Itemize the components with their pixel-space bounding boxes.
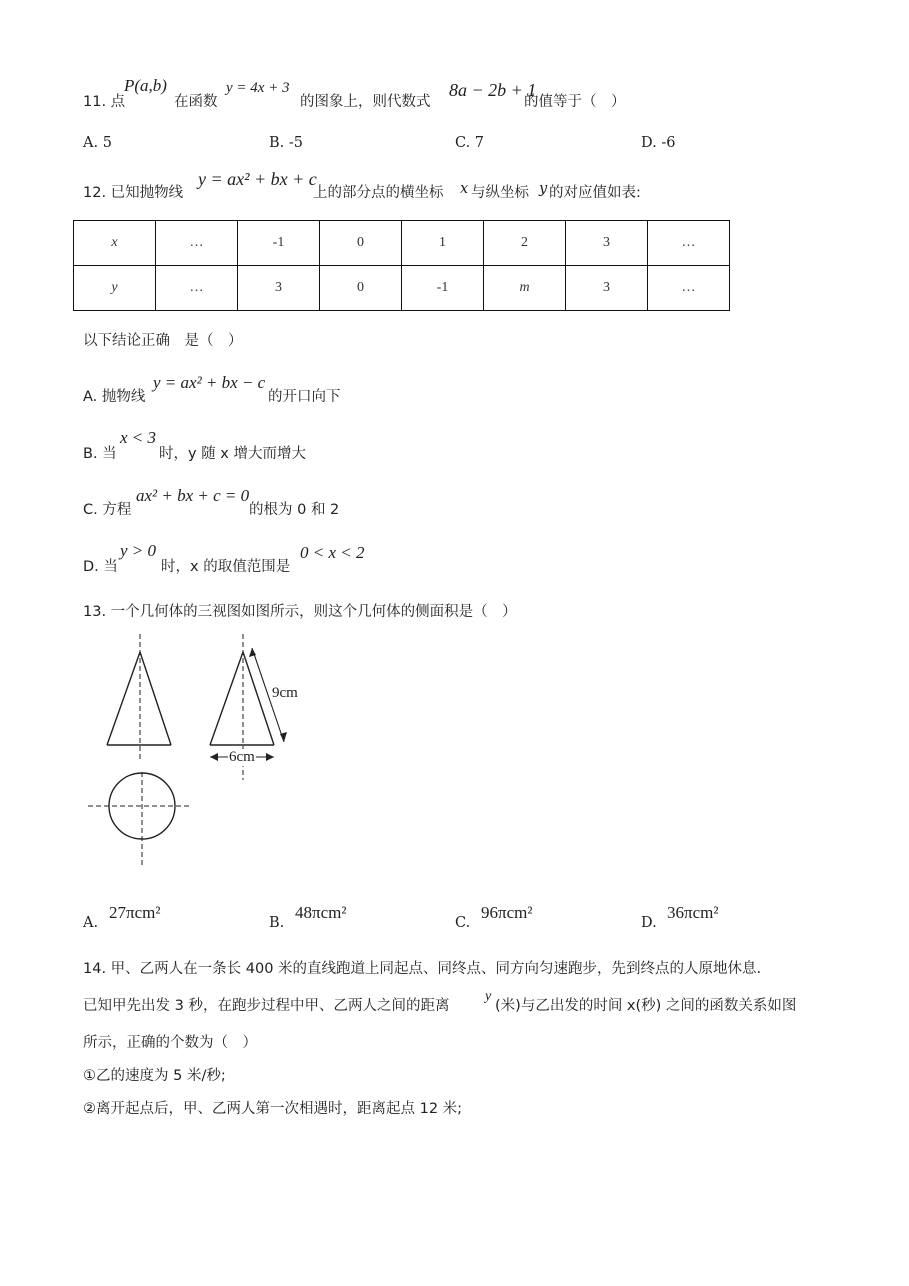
q11-mid-text: 的图象上，则代数式: [300, 94, 431, 110]
q13-option-c-value: 96πcm²: [481, 903, 533, 922]
q13-stem: 13. 一个几何体的三视图如图所示，则这个几何体的侧面积是（ ）: [83, 604, 517, 620]
table-cell: …: [648, 221, 730, 266]
q13-option-b-letter: B.: [269, 915, 285, 931]
q11-in-func: 在函数: [174, 94, 218, 110]
q13-option-d-value: 36πcm²: [667, 903, 719, 922]
q13-option-b-value: 48πcm²: [295, 903, 347, 922]
q11-option-d[interactable]: D. -6: [641, 135, 676, 151]
q12-option-a-post: 的开口向下: [268, 389, 341, 405]
top-view: [88, 772, 190, 868]
q11-option-b[interactable]: B. -5: [269, 135, 303, 151]
q13-option-d-letter: D.: [641, 915, 657, 931]
q14-line-2-post: (米)与乙出发的时间 x(秒) 之间的函数关系如图: [495, 998, 797, 1014]
q12-option-b-pre: B. 当: [83, 446, 117, 462]
q12-var-y: y: [539, 181, 548, 197]
q14-item-1: ①乙的速度为 5 米/秒;: [83, 1068, 226, 1084]
table-cell: -1: [238, 221, 320, 266]
q12-option-c-math: ax² + bx + c = 0: [136, 486, 250, 505]
q14-line-3: 所示，正确的个数为（ ）: [83, 1035, 257, 1051]
q11-option-c[interactable]: C. 7: [455, 135, 485, 151]
table-cell: 0: [320, 221, 402, 266]
q12-option-d-math1: y > 0: [120, 541, 157, 560]
q12-option-c-post: 的根为 0 和 2: [249, 502, 340, 518]
q11-end-text: 的值等于（ ）: [524, 94, 626, 110]
q12-option-a-math: y = ax² + bx − c: [153, 373, 266, 392]
q12-option-d-math2: 0 < x < 2: [300, 543, 365, 562]
q12-var-x: x: [460, 181, 469, 197]
q13-option-a-value: 27πcm²: [109, 903, 161, 922]
q11-expression: 8a − 2b + 1: [449, 80, 537, 100]
table-cell: 1: [402, 221, 484, 266]
q12-conclusion: 以下结论正确 是（ ）: [83, 333, 243, 349]
q14-line-1: 14. 甲、乙两人在一条长 400 米的直线跑道上同起点、同终点、同方向匀速跑步，先到终点的人原地休息.: [83, 961, 762, 977]
table-cell: 3: [566, 221, 648, 266]
q11-option-a[interactable]: A. 5: [83, 135, 112, 151]
q11-function: y = 4x + 3: [226, 80, 290, 96]
q12-option-b-post: 时，y 随 x 增大而增大: [159, 446, 306, 462]
q14-line-2-var: y: [485, 989, 492, 1004]
table-cell: x: [74, 221, 156, 266]
q12-stem-mid: 与纵坐标: [471, 185, 529, 201]
q13-option-a-letter: A.: [83, 915, 99, 931]
table-cell: …: [156, 221, 238, 266]
q13-option-c-letter: C.: [455, 915, 471, 931]
q12-option-d-mid: 时，x 的取值范围是: [161, 559, 291, 575]
q12-number: 12. 已知抛物线: [83, 185, 184, 201]
table-cell: …: [156, 266, 238, 311]
q12-option-d-pre: D. 当: [83, 559, 118, 575]
q11-point: P(a,b): [124, 76, 167, 95]
q12-option-b-math: x < 3: [120, 428, 157, 447]
table-cell: 3: [566, 266, 648, 311]
q12-option-a-pre: A. 抛物线: [83, 389, 146, 405]
table-cell: -1: [402, 266, 484, 311]
q12-stem-pre: 上的部分点的横坐标: [313, 185, 444, 201]
table-cell: 3: [238, 266, 320, 311]
q12-function: y = ax² + bx + c: [198, 169, 317, 189]
slant-height-label: 9cm: [272, 685, 298, 701]
table-cell: m: [484, 266, 566, 311]
table-cell: …: [648, 266, 730, 311]
q12-stem-post: 的对应值如表:: [549, 185, 641, 201]
q11-number: 11. 点: [83, 94, 126, 110]
table-cell: y: [74, 266, 156, 311]
base-diameter-label: 6cm: [229, 749, 255, 765]
q12-option-c-pre: C. 方程: [83, 502, 132, 518]
q14-line-2-pre: 已知甲先出发 3 秒，在跑步过程中甲、乙两人之间的距离: [83, 998, 450, 1014]
front-view: [107, 634, 171, 760]
table-cell: 2: [484, 221, 566, 266]
table-cell: 0: [320, 266, 402, 311]
q14-item-2: ②离开起点后，甲、乙两人第一次相遇时，距离起点 12 米;: [83, 1101, 463, 1117]
